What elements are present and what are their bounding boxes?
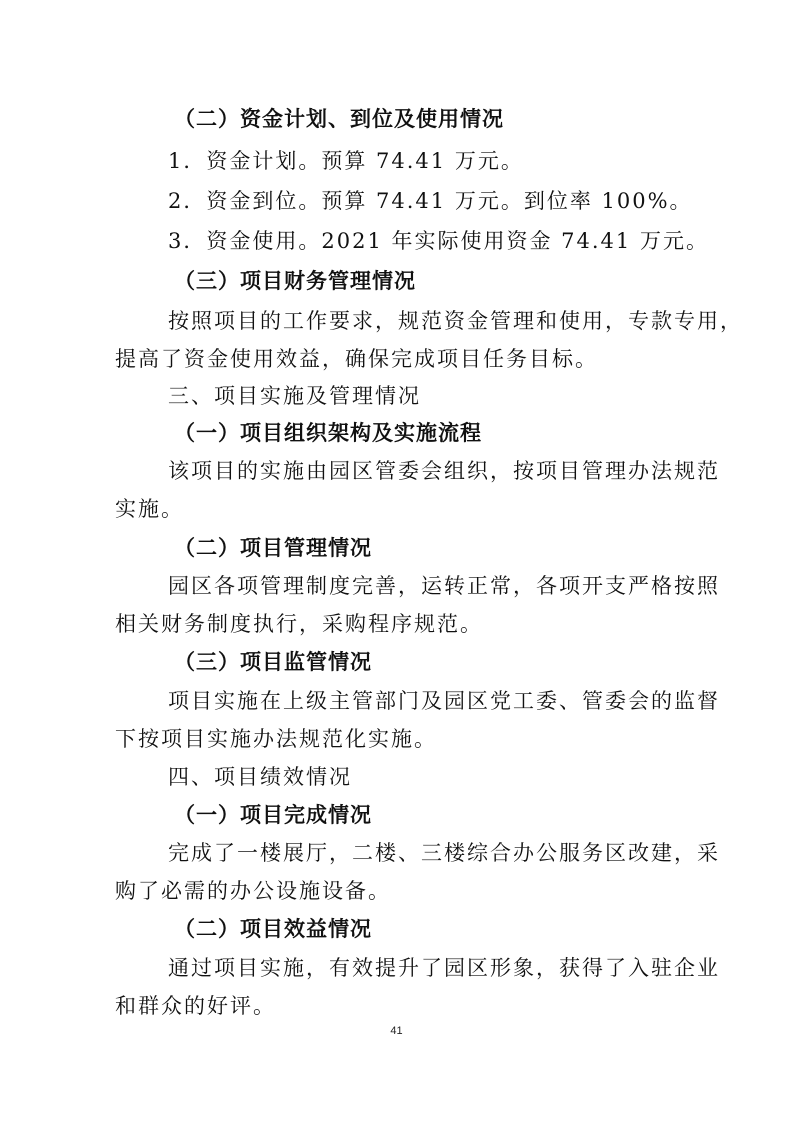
mgmt-heading: （二）项目管理情况	[174, 536, 372, 560]
funds-arrival-item: 2．资金到位。预算 74.41 万元。到位率 100%。	[168, 189, 693, 213]
funds-heading: （二）资金计划、到位及使用情况	[174, 107, 504, 131]
supervision-paragraph-line-1: 项目实施在上级主管部门及园区党工委、管委会的监督	[168, 689, 720, 713]
org-heading: （一）项目组织架构及实施流程	[174, 421, 482, 445]
page-number: 41	[390, 1025, 403, 1037]
supervision-heading: （三）项目监管情况	[174, 650, 372, 674]
finance-heading: （三）项目财务管理情况	[174, 269, 416, 293]
funds-usage-item: 3．资金使用。2021 年实际使用资金 74.41 万元。	[168, 229, 709, 253]
benefit-heading: （二）项目效益情况	[174, 917, 372, 941]
benefit-paragraph-line-1: 通过项目实施，有效提升了园区形象，获得了入驻企业	[168, 956, 720, 980]
finance-paragraph-line-2: 提高了资金使用效益，确保完成项目任务目标。	[115, 347, 598, 371]
completion-paragraph-line-1: 完成了一楼展厅，二楼、三楼综合办公服务区改建，采	[168, 841, 720, 865]
org-paragraph-line-1: 该项目的实施由园区管委会组织，按项目管理办法规范	[168, 459, 720, 483]
part4-heading: 四、项目绩效情况	[168, 765, 352, 789]
part3-heading: 三、项目实施及管理情况	[168, 384, 421, 408]
funds-plan-item: 1．资金计划。预算 74.41 万元。	[168, 149, 524, 173]
supervision-paragraph-line-2: 下按项目实施办法规范化实施。	[115, 727, 437, 751]
benefit-paragraph-line-2: 和群众的好评。	[115, 994, 276, 1018]
mgmt-paragraph-line-2: 相关财务制度执行，采购程序规范。	[115, 612, 483, 636]
completion-paragraph-line-2: 购了必需的办公设施设备。	[115, 879, 391, 903]
completion-heading: （一）项目完成情况	[174, 803, 372, 827]
finance-paragraph-line-1: 按照项目的工作要求，规范资金管理和使用，专款专用，	[168, 309, 743, 333]
org-paragraph-line-2: 实施。	[115, 497, 184, 521]
mgmt-paragraph-line-1: 园区各项管理制度完善，运转正常，各项开支严格按照	[168, 574, 720, 598]
